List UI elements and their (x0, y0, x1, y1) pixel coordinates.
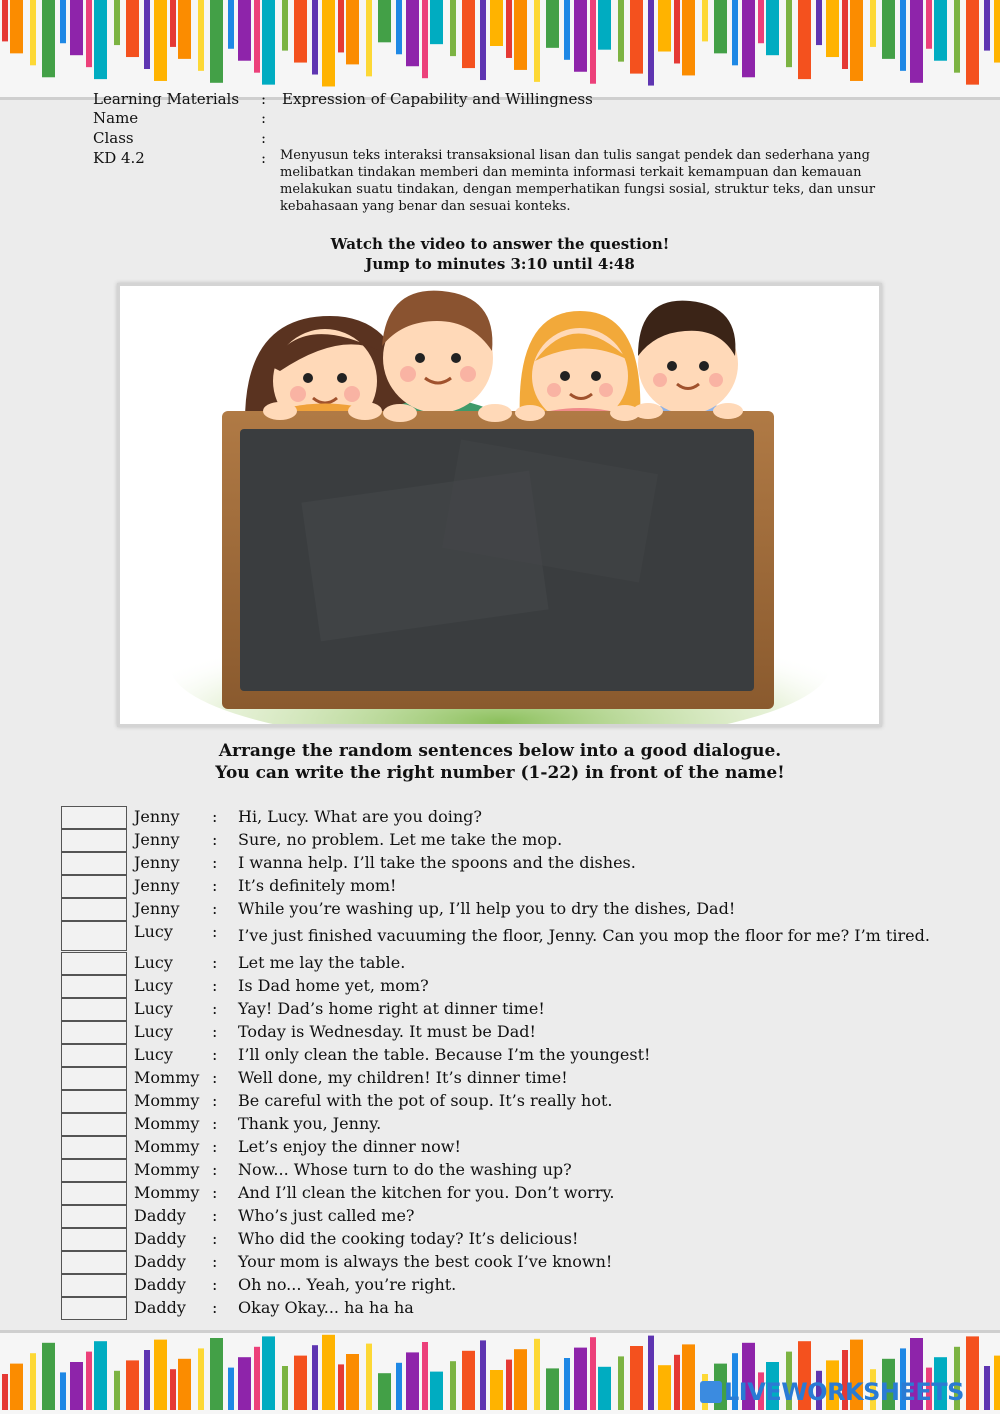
stationery-item (630, 1346, 643, 1410)
stationery-item (322, 0, 335, 86)
speaker-colon: : (212, 976, 218, 995)
speaker-name: Lucy (134, 922, 173, 941)
stationery-item (658, 0, 671, 52)
stationery-item (798, 0, 811, 79)
video-instruction-line1: Watch the video to answer the question! (330, 235, 670, 253)
stationery-item (338, 0, 344, 52)
speaker-name: Daddy (134, 1252, 186, 1271)
stationery-item (598, 0, 611, 50)
speaker-name: Lucy (134, 1045, 173, 1064)
liveworksheets-logo[interactable] (700, 1378, 964, 1406)
stationery-item (480, 0, 486, 80)
dialogue-row (61, 1228, 961, 1251)
stationery-item (934, 0, 947, 61)
speaker-name: Mommy (134, 1068, 200, 1087)
dialogue-row (61, 852, 961, 875)
dialogue-row (61, 1090, 961, 1113)
stationery-item (590, 0, 596, 84)
speaker-name: Mommy (134, 1114, 200, 1133)
stationery-item (406, 0, 419, 66)
dialogue-row (61, 998, 961, 1021)
stationery-item (422, 0, 428, 78)
stationery-item (94, 0, 107, 79)
dialogue-row (61, 975, 961, 998)
stationery-item (114, 0, 120, 45)
dialogue-sentence: Who’s just called me? (238, 1206, 415, 1225)
speaker-colon: : (212, 1298, 218, 1317)
stationery-item (70, 0, 83, 55)
number-input-box[interactable] (61, 1205, 127, 1228)
number-input-box[interactable] (61, 829, 127, 852)
stationery-item (366, 0, 372, 76)
stationery-item (430, 1372, 443, 1410)
number-input-box[interactable] (61, 998, 127, 1021)
speaker-colon: : (212, 1114, 218, 1133)
blackboard (222, 411, 774, 709)
stationery-item (766, 0, 779, 55)
dialogue-sentence: Be careful with the pot of soup. It’s really hot. (238, 1091, 613, 1110)
stationery-item (850, 0, 863, 81)
dialogue-row (61, 806, 961, 829)
number-input-box[interactable] (61, 806, 127, 829)
stationery-item (480, 1340, 486, 1410)
stationery-item (338, 1364, 344, 1410)
stationery-item (294, 1356, 307, 1410)
speaker-name: Jenny (134, 830, 180, 849)
stationery-item (42, 1343, 55, 1410)
number-input-box[interactable] (61, 1228, 127, 1251)
class-label: Class (93, 129, 134, 147)
speaker-colon: : (212, 830, 218, 849)
stationery-item (144, 1350, 150, 1410)
stationery-item (590, 1337, 596, 1410)
stationery-item (926, 0, 932, 49)
speaker-colon: : (212, 953, 218, 972)
dialogue-sentence: Oh no... Yeah, you’re right. (238, 1275, 457, 1294)
stationery-item (674, 0, 680, 63)
stationery-item (564, 1358, 570, 1410)
stationery-item (630, 0, 643, 74)
speaker-name: Mommy (134, 1137, 200, 1156)
number-input-box[interactable] (61, 1021, 127, 1044)
stationery-item (198, 1348, 204, 1410)
dialogue-sentence: Yay! Dad’s home right at dinner time! (238, 999, 545, 1018)
materials-colon: : (261, 90, 267, 108)
speaker-name: Jenny (134, 876, 180, 895)
stationery-item (378, 0, 391, 42)
stationery-item (994, 1356, 1000, 1410)
stationery-item (154, 1340, 167, 1410)
number-input-box[interactable] (61, 1297, 127, 1320)
dialogue-row (61, 1113, 961, 1136)
dialogue-sentence: Sure, no problem. Let me take the mop. (238, 830, 563, 849)
stationery-item (430, 0, 443, 44)
stationery-item (910, 0, 923, 83)
speaker-name: Mommy (134, 1160, 200, 1179)
stationery-item (254, 1347, 260, 1410)
stationery-item (228, 1368, 234, 1410)
stationery-item (742, 0, 755, 77)
stationery-item (506, 1360, 512, 1410)
dialogue-row (61, 875, 961, 898)
stationery-item (86, 1352, 92, 1410)
dialogue-row (61, 1136, 961, 1159)
stationery-item (30, 0, 36, 65)
stationery-item (254, 0, 260, 73)
speaker-name: Daddy (134, 1275, 186, 1294)
speaker-colon: : (212, 999, 218, 1018)
task-instruction-line2: You can write the right number (1-22) in front of the name! (215, 763, 785, 783)
stationery-item (966, 1336, 979, 1410)
dialogue-sentence: I wanna help. I’ll take the spoons and the dishes. (238, 853, 636, 872)
speaker-name: Lucy (134, 953, 173, 972)
stationery-item (42, 0, 55, 77)
stationery-item (618, 1356, 624, 1410)
stationery-item (574, 0, 587, 72)
speaker-colon: : (212, 922, 218, 941)
speaker-name: Daddy (134, 1298, 186, 1317)
stationery-item (346, 0, 359, 64)
dialogue-sentence: While you’re washing up, I’ll help you to dry the dishes, Dad! (238, 899, 736, 918)
stationery-item (2, 1374, 8, 1410)
speaker-colon: : (212, 1045, 218, 1064)
stationery-item (984, 0, 990, 51)
stationery-item (682, 0, 695, 75)
speaker-colon: : (212, 1091, 218, 1110)
stationery-item (312, 0, 318, 75)
stationery-item (534, 1339, 540, 1410)
stationery-item (178, 0, 191, 59)
stationery-item (170, 1369, 176, 1410)
liveworksheets-icon (700, 1381, 722, 1403)
kd-label: KD 4.2 (93, 149, 145, 167)
number-input-box[interactable] (61, 1067, 127, 1090)
speaker-colon: : (212, 1068, 218, 1087)
stationery-item (2, 0, 8, 41)
dialogue-row (61, 898, 961, 921)
speaker-colon: : (212, 1275, 218, 1294)
speaker-colon: : (212, 899, 218, 918)
speaker-colon: : (212, 1137, 218, 1156)
speaker-name: Jenny (134, 853, 180, 872)
liveworksheets-text: LIVEWORKSHEETS (724, 1378, 964, 1406)
speaker-colon: : (212, 1206, 218, 1225)
stationery-item (514, 1349, 527, 1410)
speaker-name: Daddy (134, 1206, 186, 1225)
number-input-box[interactable] (61, 1251, 127, 1274)
name-colon: : (261, 109, 267, 127)
number-input-box[interactable] (61, 1044, 127, 1067)
materials-label: Learning Materials (93, 90, 240, 108)
stationery-item (506, 0, 512, 58)
speaker-name: Lucy (134, 976, 173, 995)
stationery-item (70, 1362, 83, 1410)
number-input-box[interactable] (61, 1159, 127, 1182)
speaker-name: Mommy (134, 1183, 200, 1202)
number-input-box[interactable] (61, 921, 127, 951)
dialogue-row (61, 1182, 961, 1205)
stationery-item (954, 0, 960, 73)
dialogue-row (61, 829, 961, 852)
stationery-item (294, 0, 307, 63)
stationery-item (462, 1351, 475, 1410)
stationery-item (86, 0, 92, 67)
stationery-item (144, 0, 150, 69)
stationery-item (514, 0, 527, 70)
dialogue-row (61, 1067, 961, 1090)
stationery-item (228, 0, 234, 49)
stationery-item (966, 0, 979, 85)
speaker-name: Lucy (134, 1022, 173, 1041)
stationery-item (10, 0, 23, 53)
stationery-item (450, 1361, 456, 1410)
speaker-colon: : (212, 807, 218, 826)
dialogue-sentence: Is Dad home yet, mom? (238, 976, 429, 995)
dialogue-row (61, 921, 961, 951)
speaker-name: Lucy (134, 999, 173, 1018)
stationery-item (262, 0, 275, 85)
top-stationery-border (0, 0, 1000, 100)
stationery-item (210, 0, 223, 83)
number-input-box[interactable] (61, 975, 127, 998)
kids-blackboard-illustration (117, 283, 882, 727)
video-instruction (0, 234, 1000, 274)
number-input-box[interactable] (61, 875, 127, 898)
stationery-item (238, 1357, 251, 1410)
stationery-item (618, 0, 624, 62)
dialogue-row (61, 952, 961, 975)
stationery-item (210, 1338, 223, 1410)
dialogue-sentence: It’s definitely mom! (238, 876, 397, 895)
speaker-name: Jenny (134, 899, 180, 918)
dialogue-sentence: I’ve just finished vacuuming the floor, Jenny. Can you mop the floor for me? I’m tired. (238, 926, 930, 945)
stationery-item (126, 0, 139, 57)
number-input-box[interactable] (61, 952, 127, 975)
dialogue-sentence: Your mom is always the best cook I’ve known! (238, 1252, 613, 1271)
dialogue-sentence: I’ll only clean the table. Because I’m the youngest! (238, 1045, 651, 1064)
stationery-item (574, 1348, 587, 1410)
speaker-colon: : (212, 1160, 218, 1179)
dialogue-row (61, 1251, 961, 1274)
stationery-item (546, 1368, 559, 1410)
stationery-item (198, 0, 204, 71)
dialogue-row (61, 1274, 961, 1297)
dialogue-sentence: Thank you, Jenny. (238, 1114, 382, 1133)
stationery-item (126, 1360, 139, 1410)
stationery-item (422, 1342, 428, 1410)
dialogue-sentence: Now... Whose turn to do the washing up? (238, 1160, 572, 1179)
stationery-item (490, 1370, 503, 1410)
stationery-item (462, 0, 475, 68)
dialogue-row (61, 1297, 961, 1320)
dialogue-row (61, 1159, 961, 1182)
task-instruction-line1: Arrange the random sentences below into a good dialogue. (218, 741, 782, 761)
speaker-colon: : (212, 853, 218, 872)
speaker-colon: : (212, 1252, 218, 1271)
stationery-item (598, 1367, 611, 1410)
number-input-box[interactable] (61, 1113, 127, 1136)
stationery-item (282, 1366, 288, 1410)
stationery-item (60, 0, 66, 43)
stationery-item (658, 1365, 671, 1410)
stationery-item (170, 0, 176, 47)
stationery-item (322, 1335, 335, 1410)
stationery-item (346, 1354, 359, 1410)
stationery-item (178, 1359, 191, 1410)
stationery-item (534, 0, 540, 82)
number-input-box[interactable] (61, 898, 127, 921)
stationery-item (10, 1364, 23, 1410)
materials-value: Expression of Capability and Willingness (282, 90, 593, 108)
stationery-item (94, 1341, 107, 1410)
stationery-item (396, 0, 402, 54)
name-label: Name (93, 109, 139, 127)
stationery-item (984, 1366, 990, 1410)
stationery-item (396, 1363, 402, 1410)
number-input-box[interactable] (61, 1090, 127, 1113)
stationery-item (732, 0, 738, 65)
video-instruction-line2: Jump to minutes 3:10 until 4:48 (365, 255, 635, 273)
stationery-item (564, 0, 570, 60)
dialogue-sentence: Who did the cooking today? It’s delicious! (238, 1229, 579, 1248)
stationery-item (238, 0, 251, 61)
dialogue-sentence: Today is Wednesday. It must be Dad! (238, 1022, 536, 1041)
dialogue-sentence: Well done, my children! It’s dinner time! (238, 1068, 568, 1087)
speaker-name: Jenny (134, 807, 180, 826)
dialogue-sentence: And I’ll clean the kitchen for you. Don’t worry. (238, 1183, 615, 1202)
dialogue-row (61, 1021, 961, 1044)
stationery-item (870, 0, 876, 47)
dialogue-sentence: Okay Okay... ha ha ha (238, 1298, 414, 1317)
dialogue-sentence: Let’s enjoy the dinner now! (238, 1137, 461, 1156)
speaker-colon: : (212, 1229, 218, 1248)
stationery-item (758, 0, 764, 43)
stationery-item (648, 1336, 654, 1410)
stationery-item (682, 1344, 695, 1410)
class-colon: : (261, 129, 267, 147)
dialogue-sentence: Hi, Lucy. What are you doing? (238, 807, 482, 826)
number-input-box[interactable] (61, 852, 127, 875)
stationery-illustration-top (0, 0, 1000, 100)
stationery-item (714, 0, 727, 53)
stationery-item (826, 0, 839, 57)
stationery-item (786, 0, 792, 67)
stationery-item (816, 0, 822, 45)
stationery-item (882, 0, 895, 59)
stationery-item (994, 0, 1000, 63)
stationery-item (546, 0, 559, 48)
stationery-item (900, 0, 906, 71)
stationery-item (406, 1352, 419, 1410)
stationery-item (674, 1355, 680, 1410)
speaker-colon: : (212, 1022, 218, 1041)
stationery-item (490, 0, 503, 46)
speaker-colon: : (212, 1183, 218, 1202)
kd-colon: : (261, 149, 267, 167)
stationery-item (30, 1353, 36, 1410)
stationery-item (282, 0, 288, 51)
stationery-item (366, 1344, 372, 1410)
number-input-box[interactable] (61, 1136, 127, 1159)
stationery-item (450, 0, 456, 56)
stationery-item (114, 1371, 120, 1410)
task-instruction (0, 740, 1000, 784)
stationery-item (154, 0, 167, 81)
speaker-name: Mommy (134, 1091, 200, 1110)
stationery-item (648, 0, 654, 86)
stationery-item (60, 1372, 66, 1410)
stationery-item (842, 0, 848, 69)
stationery-item (262, 1336, 275, 1410)
number-input-box[interactable] (61, 1274, 127, 1297)
stationery-item (378, 1373, 391, 1410)
stationery-item (312, 1345, 318, 1410)
dialogue-row (61, 1044, 961, 1067)
speaker-colon: : (212, 876, 218, 895)
speaker-name: Daddy (134, 1229, 186, 1248)
dialogue-sentence: Let me lay the table. (238, 953, 406, 972)
dialogue-row (61, 1205, 961, 1228)
stationery-item (702, 0, 708, 41)
number-input-box[interactable] (61, 1182, 127, 1205)
kd-description: Menyusun teks interaksi transaksional lisan dan tulis sangat pendek dan sederhana yang melibatkan tindakan memberi dan meminta informasi terkait kemampuan dan kemauan melakukan suatu tindakan, dengan memperhatikan fungsi sosial, struktur teks, dan unsur kebahasaan yang benar dan sesuai konteks. (280, 148, 876, 214)
